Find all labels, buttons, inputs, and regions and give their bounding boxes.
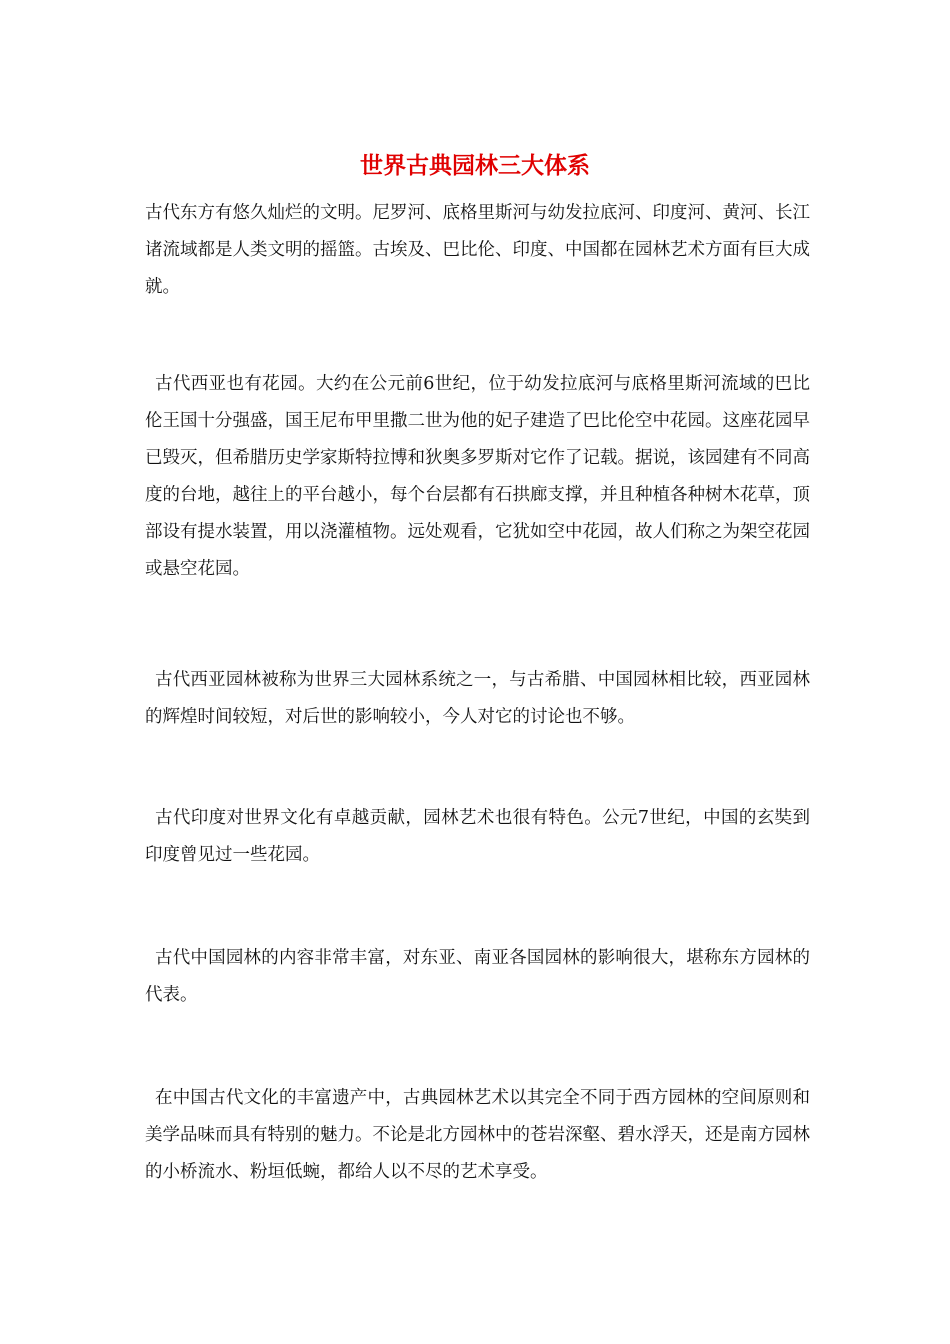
document-title: 世界古典园林三大体系 [360, 152, 590, 179]
paragraph-babylon-hanging-gardens: 古代西亚也有花园。大约在公元前6世纪，位于幼发拉底河与底格里斯河流域的巴比伦王国十分强盛，国王尼布甲里撒二世为他的妃子建造了巴比伦空中花园。这座花园早已毁灭，但希腊历史学家斯特拉博和狄奥多罗斯对它作了记载。据说，该园建有不同高度的台地，越往上的平台越小，每个台层都有石拱廊支撑，并且种植各种树木花草，顶部设有提水装置，用以浇灌植物。远处观看，它犹如空中花园，故人们称之为架空花园或悬空花园。 [145, 374, 810, 579]
paragraph-east-civilizations: 古代东方有悠久灿烂的文明。尼罗河、底格里斯河与幼发拉底河、印度河、黄河、长江诸流域都是人类文明的摇篮。古埃及、巴比伦、印度、中国都在园林艺术方面有巨大成就。 [145, 203, 810, 297]
paragraph-chinese-gardens: 古代中国园林的内容非常丰富，对东亚、南亚各国园林的影响很大，堪称东方园林的代表。 [145, 948, 810, 1005]
paragraph-indian-gardens: 古代印度对世界文化有卓越贡献，园林艺术也很有特色。公元7世纪，中国的玄奘到印度曾见过一些花园。 [145, 808, 810, 865]
paragraph-west-asian-gardens: 古代西亚园林被称为世界三大园林系统之一，与古希腊、中国园林相比较，西亚园林的辉煌时间较短，对后世的影响较小，今人对它的讨论也不够。 [145, 670, 810, 727]
paragraph-classical-garden-art: 在中国古代文化的丰富遗产中，古典园林艺术以其完全不同于西方园林的空间原则和美学品味而具有特别的魅力。不论是北方园林中的苍岩深壑、碧水浮天，还是南方园林的小桥流水、粉垣低蜿，都给人以不尽的艺术享受。 [145, 1088, 810, 1182]
